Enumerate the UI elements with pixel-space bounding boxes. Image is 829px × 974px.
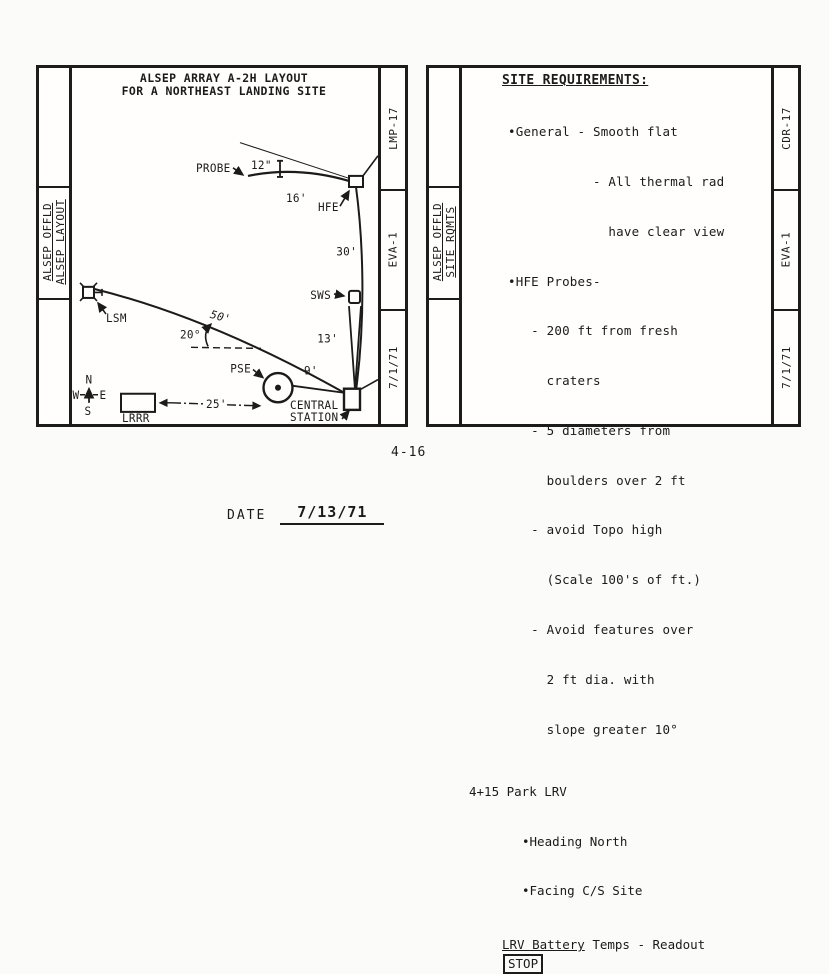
hfe-edge-line (363, 156, 378, 176)
edge-tab-eva-1 (381, 191, 405, 310)
edge-tab-date (381, 311, 405, 425)
sws-box (349, 291, 360, 303)
edge-tab-label: EVA-1 (779, 231, 793, 268)
probe-arrow (233, 168, 243, 175)
req-line: have clear view (508, 223, 725, 239)
page-number: 4-16 (391, 445, 427, 460)
right-panel-edge-tab-strip (771, 68, 798, 424)
req-line: boulders over 2 ft (508, 472, 686, 488)
req-line: slope greater 10° (508, 721, 678, 737)
hfe-arrow (340, 191, 349, 206)
edge-tab-label: 7/1/71 (779, 345, 793, 389)
tab-divider (39, 298, 69, 300)
req-line: craters (508, 373, 601, 389)
tab-divider (429, 186, 459, 188)
sws-label: SWS (310, 288, 331, 302)
left-panel-side-tabs (41, 199, 67, 284)
date-value: 7/13/71 (280, 503, 384, 525)
hfe-label: HFE (318, 201, 339, 215)
lsm-box (83, 287, 94, 298)
park-lrv-bullets (522, 800, 771, 933)
hfe-distance-label: 30' (336, 245, 358, 259)
lrrr-arrow-right (227, 405, 260, 406)
alsep-diagram (72, 68, 378, 424)
lrv-battery-label: LRV Battery (502, 937, 585, 953)
pse-arrow (253, 370, 263, 378)
lrv-battery-rest: Temps - Readout (584, 937, 706, 953)
lsm-arrow (98, 303, 106, 314)
tab-divider (39, 186, 69, 188)
compass-e-label: E (99, 388, 107, 402)
lrrr-label: LRRR (122, 411, 150, 425)
compass-n-label: N (85, 373, 93, 387)
sws-wedge (349, 306, 361, 390)
park-bullet: •Heading North (522, 833, 628, 849)
probe-depth-mark (277, 161, 283, 177)
edge-tab-date (774, 311, 798, 425)
park-lrv-step: 4+15 Park LRV (469, 784, 567, 800)
edge-tab-label: 7/1/71 (386, 345, 400, 389)
pse-label: PSE (230, 362, 251, 376)
req-line: - Avoid features over (508, 622, 694, 637)
tab-divider (429, 298, 459, 300)
site-requirements-content (462, 68, 771, 972)
central-station-label-line2: STATION (290, 410, 339, 424)
lsm-distance-label: 50' (208, 307, 233, 326)
edge-tab-cdr-17 (774, 68, 798, 191)
site-requirements-heading: SITE REQUIREMENTS: (502, 73, 649, 88)
right-panel-side-tabs (431, 203, 457, 281)
left-panel-side-tab-strip (39, 68, 72, 424)
lrrr-dashline (172, 403, 203, 404)
edge-tab-label: EVA-1 (386, 231, 400, 268)
probe-distance-label: 16' (286, 192, 307, 206)
side-tab-alsep-layout: ALSEP LAYOUT (54, 199, 67, 285)
sws-distance-label: 13' (317, 332, 338, 346)
lsm-cs-cable (94, 289, 346, 394)
side-tab-alsep-offld: ALSEP OFFLD (41, 202, 54, 282)
lrrr-distance-label: 25' (206, 397, 227, 411)
central-station-box (344, 389, 360, 410)
req-line: •HFE Probes- (508, 273, 601, 289)
probe-label: PROBE (196, 161, 231, 175)
park-bullet: •Facing C/S Site (522, 883, 643, 899)
site-requirements-panel (426, 65, 801, 972)
site-requirements-list (508, 91, 771, 771)
req-line: - All thermal rad (508, 173, 725, 189)
pse-dot (275, 385, 281, 391)
angle-baseline (191, 347, 261, 348)
req-line: - 5 diameters from (508, 422, 671, 438)
compass-s-label: S (84, 404, 92, 418)
cs-edge-line (360, 380, 378, 390)
pse-distance-label: 9' (304, 364, 318, 378)
stop-badge: STOP (503, 954, 543, 974)
side-tab-site-rqmts: SITE RQMTS (444, 206, 457, 278)
lsm-label: LSM (106, 312, 127, 326)
req-line: - 200 ft from fresh (508, 323, 678, 339)
date-row (227, 503, 384, 525)
diagram-title-line2: FOR A NORTHEAST LANDING SITE (121, 84, 327, 99)
stop-step (503, 956, 771, 971)
edge-tab-label: CDR-17 (779, 107, 793, 150)
left-panel-edge-tab-strip (378, 68, 405, 424)
probe-depth-label: 12" (251, 158, 272, 172)
central-station-label-line1: CENTRAL (290, 398, 339, 412)
side-tab-alsep-offld: ALSEP OFFLD (431, 202, 444, 282)
date-label: DATE (227, 508, 267, 523)
req-line: •General - Smooth flat (508, 124, 678, 140)
req-line: 2 ft dia. with (508, 671, 655, 687)
edge-tab-label: LMP-17 (386, 107, 400, 150)
req-line: - avoid Topo high (508, 522, 663, 538)
req-line: (Scale 100's of ft.) (508, 572, 702, 588)
alsep-layout-panel (36, 65, 408, 427)
compass-w-label: W (72, 388, 80, 402)
hfe-box (349, 176, 363, 187)
sws-arrow (334, 294, 344, 296)
edge-tab-lmp-17 (381, 68, 405, 191)
central-station-arrow (342, 411, 349, 419)
diagram-title-line1: ALSEP ARRAY A-2H LAYOUT (139, 71, 309, 86)
lrv-battery-step (502, 937, 771, 952)
angle-label: 20° (180, 328, 201, 342)
right-panel-side-tab-strip (429, 68, 462, 424)
alsep-diagram-svg (72, 68, 378, 424)
lrrr-box (121, 394, 155, 412)
edge-tab-eva-1 (774, 191, 798, 310)
